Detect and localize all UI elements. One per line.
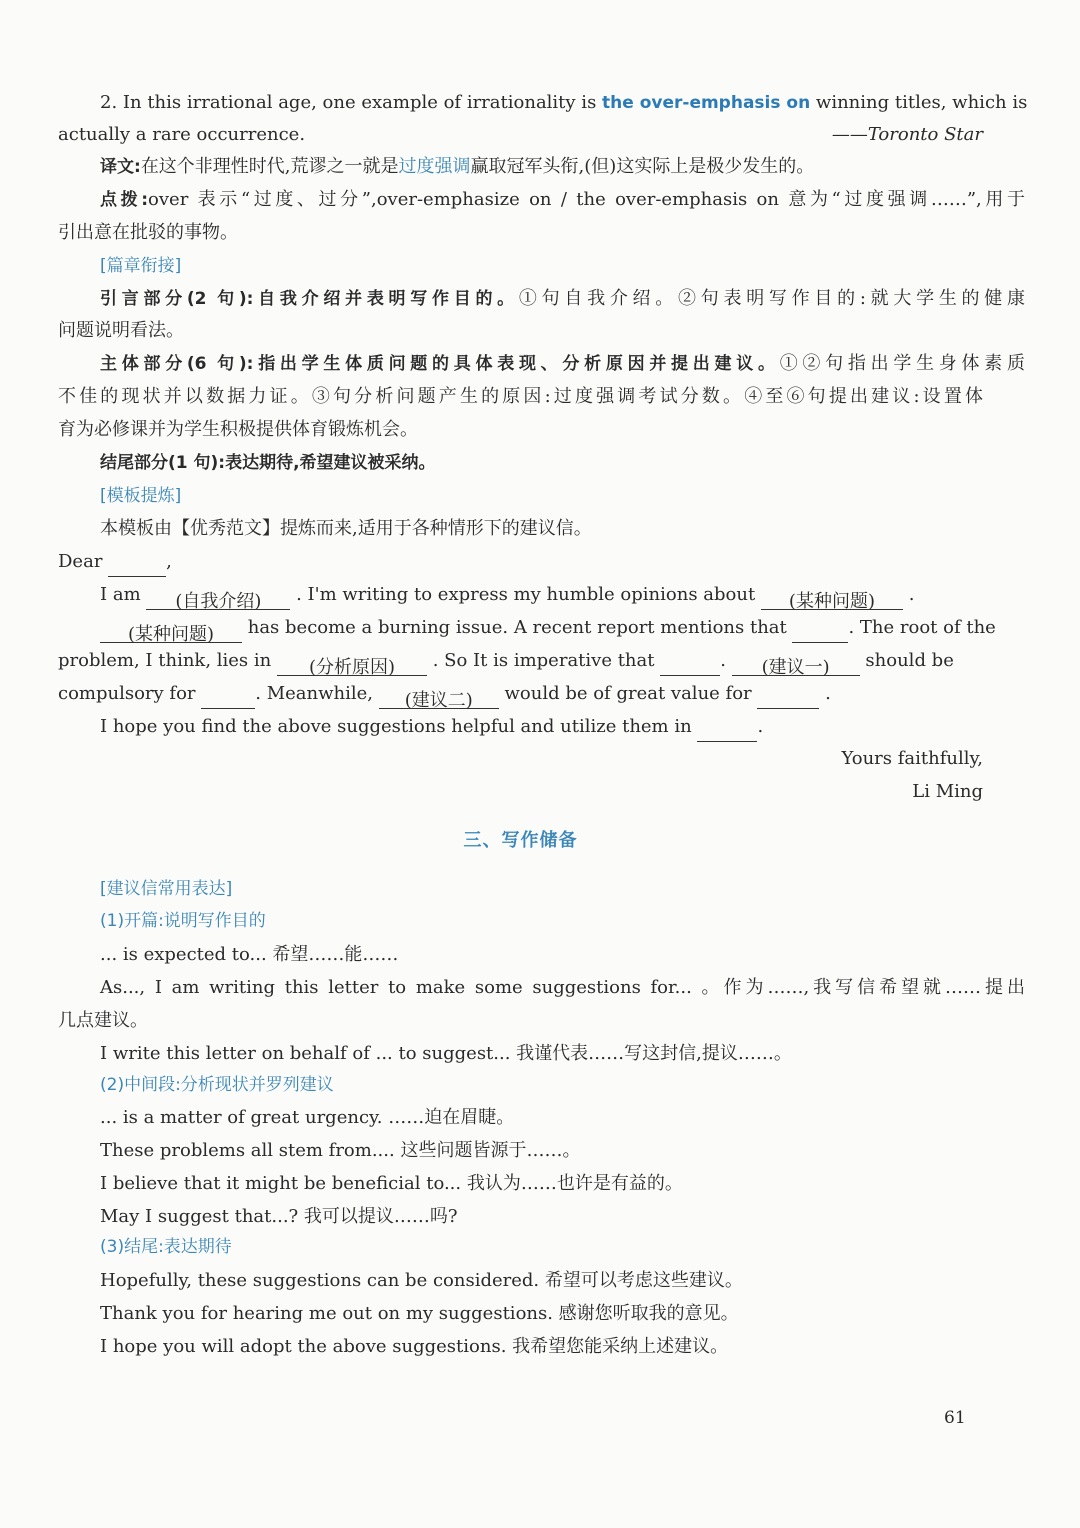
- blank-hint: (建议二): [404, 690, 473, 711]
- blank-cause: [277, 653, 427, 676]
- section-title-text: 三、写作储备: [463, 830, 578, 851]
- expression-8: [58, 1266, 1025, 1296]
- intro-line-2: [58, 316, 983, 346]
- expression-text: May I suggest that...? 我可以提议……吗?: [100, 1206, 458, 1227]
- expression-9: [58, 1299, 1025, 1329]
- letter-text: has become a burning issue. A recent report mentions that: [247, 617, 787, 638]
- greeting-text: Dear: [58, 551, 103, 572]
- blank-hint: (建议一): [761, 657, 830, 678]
- expression-5: [58, 1136, 1025, 1166]
- expression-6: [58, 1169, 1025, 1199]
- body-line-2: [58, 382, 983, 412]
- example-sentence-line-2: [58, 120, 983, 150]
- letter-text: I hope you find the above suggestions helpful and utilize them in: [100, 716, 692, 737]
- letter-closing: [58, 744, 983, 774]
- expression-10: [58, 1332, 1025, 1362]
- letter-text: .: [825, 683, 831, 704]
- blank-suggestion-1: [732, 653, 860, 676]
- example-text: winning titles, which is: [810, 92, 1028, 113]
- body-line-1: [58, 349, 1025, 379]
- body-text: ①②句指出学生身体素质: [779, 353, 1025, 374]
- subheading-text: (2)中间段:分析现状并罗列建议: [100, 1075, 334, 1095]
- tip-label: 点拨:: [100, 190, 149, 210]
- subheading-text: (3)结尾:表达期待: [100, 1237, 232, 1257]
- blank-hint: (自我介绍): [175, 591, 262, 612]
- subheading-opening: [58, 906, 1025, 936]
- letter-text: . So It is imperative that: [432, 650, 655, 671]
- blank-issue-2: [100, 620, 242, 643]
- blank-compulsory: [201, 686, 255, 709]
- intro-label: 引言部分(2 句):自我介绍并表明写作目的。: [100, 289, 519, 309]
- ending-label: 结尾部分(1 句):表达期待,希望建议被采纳。: [100, 453, 436, 473]
- blank-value: [757, 686, 819, 709]
- letter-line-3: problem, I think, lies in (分析原因) . So It is imperative that . (建议一) should be: [58, 650, 954, 678]
- expression-7: [58, 1202, 1025, 1232]
- heading-text: [建议信常用表达]: [100, 879, 233, 899]
- expression-4: [58, 1103, 1025, 1133]
- expression-text: ... is expected to... 希望……能……: [100, 944, 399, 965]
- template-intro: [58, 514, 1025, 544]
- signature-text: Li Ming: [912, 781, 983, 802]
- subheading-middle: [58, 1070, 1025, 1100]
- blank-suggestion-2: [379, 686, 499, 709]
- example-sentence-line-1: [58, 88, 1028, 118]
- blank-recipient: [108, 554, 166, 577]
- expression-text: ... is a matter of great urgency. ……迫在眉睫。: [100, 1107, 515, 1128]
- blank-utilize: [697, 719, 757, 742]
- blank-hint: (某种问题): [788, 591, 875, 612]
- tip-text: over 表示“过度、过分”,over-emphasize on / the over-emphasis on 意为“过度强调……”,用于: [148, 189, 1025, 210]
- blank-hint: (某种问题): [127, 624, 215, 645]
- tip-line-1: [58, 185, 1025, 215]
- blank-hint: (分析原因): [308, 657, 395, 678]
- letter-text: should be: [865, 650, 954, 671]
- intro-line-1: [58, 284, 1025, 314]
- subheading-ending: [58, 1232, 1025, 1262]
- expression-1: [58, 940, 1025, 970]
- letter-text: . The root of the: [848, 617, 996, 638]
- section-heading-expressions: [58, 874, 1025, 904]
- expression-text: These problems all stem from.... 这些问题皆源于……。: [100, 1140, 581, 1161]
- tip-text: 引出意在批驳的事物。: [58, 222, 238, 243]
- section-title: [58, 826, 983, 856]
- letter-text: .: [757, 716, 764, 737]
- expression-2-line-1: [58, 973, 1025, 1003]
- expression-text: Thank you for hearing me out on my suggestions. 感谢您听取我的意见。: [100, 1303, 739, 1324]
- ending-line: [58, 448, 1025, 478]
- page-number: 61: [944, 1408, 966, 1428]
- intro-text: 问题说明看法。: [58, 320, 184, 341]
- body-line-3: [58, 415, 983, 445]
- section-heading-template: [58, 481, 1025, 511]
- letter-text: would be of great value for: [504, 683, 752, 704]
- body-label: 主体部分(6 句):指出学生体质问题的具体表现、分析原因并提出建议。: [100, 354, 780, 374]
- expression-text: 几点建议。: [58, 1010, 148, 1031]
- letter-line-2: [58, 613, 1025, 643]
- expression-text: Hopefully, these suggestions can be considered. 希望可以考虑这些建议。: [100, 1270, 743, 1291]
- blank-imperative: [660, 653, 720, 676]
- blank-issue: [761, 587, 903, 610]
- highlighted-phrase: the over-emphasis on: [602, 93, 811, 113]
- letter-text: compulsory for: [58, 683, 196, 704]
- expression-text: I hope you will adopt the above suggestions. 我希望您能采纳上述建议。: [100, 1336, 729, 1357]
- expression-text: I believe that it might be beneficial to... 我认为……也许是有益的。: [100, 1173, 683, 1194]
- source-citation: ——Toronto Star: [831, 124, 983, 145]
- letter-text: I am: [100, 584, 141, 605]
- blank-self-intro: [146, 587, 290, 610]
- letter-text: .: [908, 584, 915, 605]
- heading-text: [篇章衔接]: [100, 256, 182, 276]
- letter-line-5: [58, 712, 1025, 742]
- letter-greeting: Dear ,: [58, 547, 983, 577]
- letter-line-4: [58, 679, 983, 709]
- template-intro-text: 本模板由【优秀范文】提炼而来,适用于各种情形下的建议信。: [100, 518, 592, 539]
- letter-text: . I'm writing to express my humble opinions about: [296, 584, 756, 605]
- letter-signature: [58, 777, 983, 807]
- translation-label: 译文:: [100, 157, 141, 177]
- heading-text: [模板提炼]: [100, 486, 182, 506]
- subheading-text: (1)开篇:说明写作目的: [100, 911, 266, 931]
- blank-report: [792, 620, 848, 643]
- example-text: 2. In this irrational age, one example of irrationality is: [100, 92, 603, 113]
- expression-text: I write this letter on behalf of ... to suggest... 我谨代表……写这封信,提议……。: [100, 1043, 792, 1064]
- translation-text: 赢取冠军头衔,(但)这实际上是极少发生的。: [470, 156, 815, 177]
- expression-3: [58, 1039, 1025, 1069]
- tip-line-2: [58, 218, 983, 248]
- body-text: 不佳的现状并以数据力证。③句分析问题产生的原因:过度强调考试分数。④至⑥句提出建议:设置体: [58, 386, 983, 407]
- translation-text: 在这个非理性时代,荒谬之一就是: [140, 156, 399, 177]
- section-heading-structure: [58, 251, 1025, 281]
- example-text: actually a rare occurrence.: [58, 124, 306, 145]
- letter-text: . Meanwhile,: [255, 683, 374, 704]
- intro-text: ①句自我介绍。②句表明写作目的:就大学生的健康: [518, 288, 1025, 309]
- expression-2-line-2: [58, 1006, 983, 1036]
- translation-line: [58, 152, 1025, 182]
- closing-text: Yours faithfully,: [841, 748, 983, 769]
- expression-text: As..., I am writing this letter to make some suggestions for... 。作为……,我写信希望就……提出: [100, 977, 1025, 998]
- translation-highlight: 过度强调: [398, 156, 471, 177]
- body-text: 育为必修课并为学生积极提供体育锻炼机会。: [58, 419, 418, 440]
- letter-line-1: [58, 580, 1025, 610]
- letter-text: problem, I think, lies in: [58, 650, 272, 671]
